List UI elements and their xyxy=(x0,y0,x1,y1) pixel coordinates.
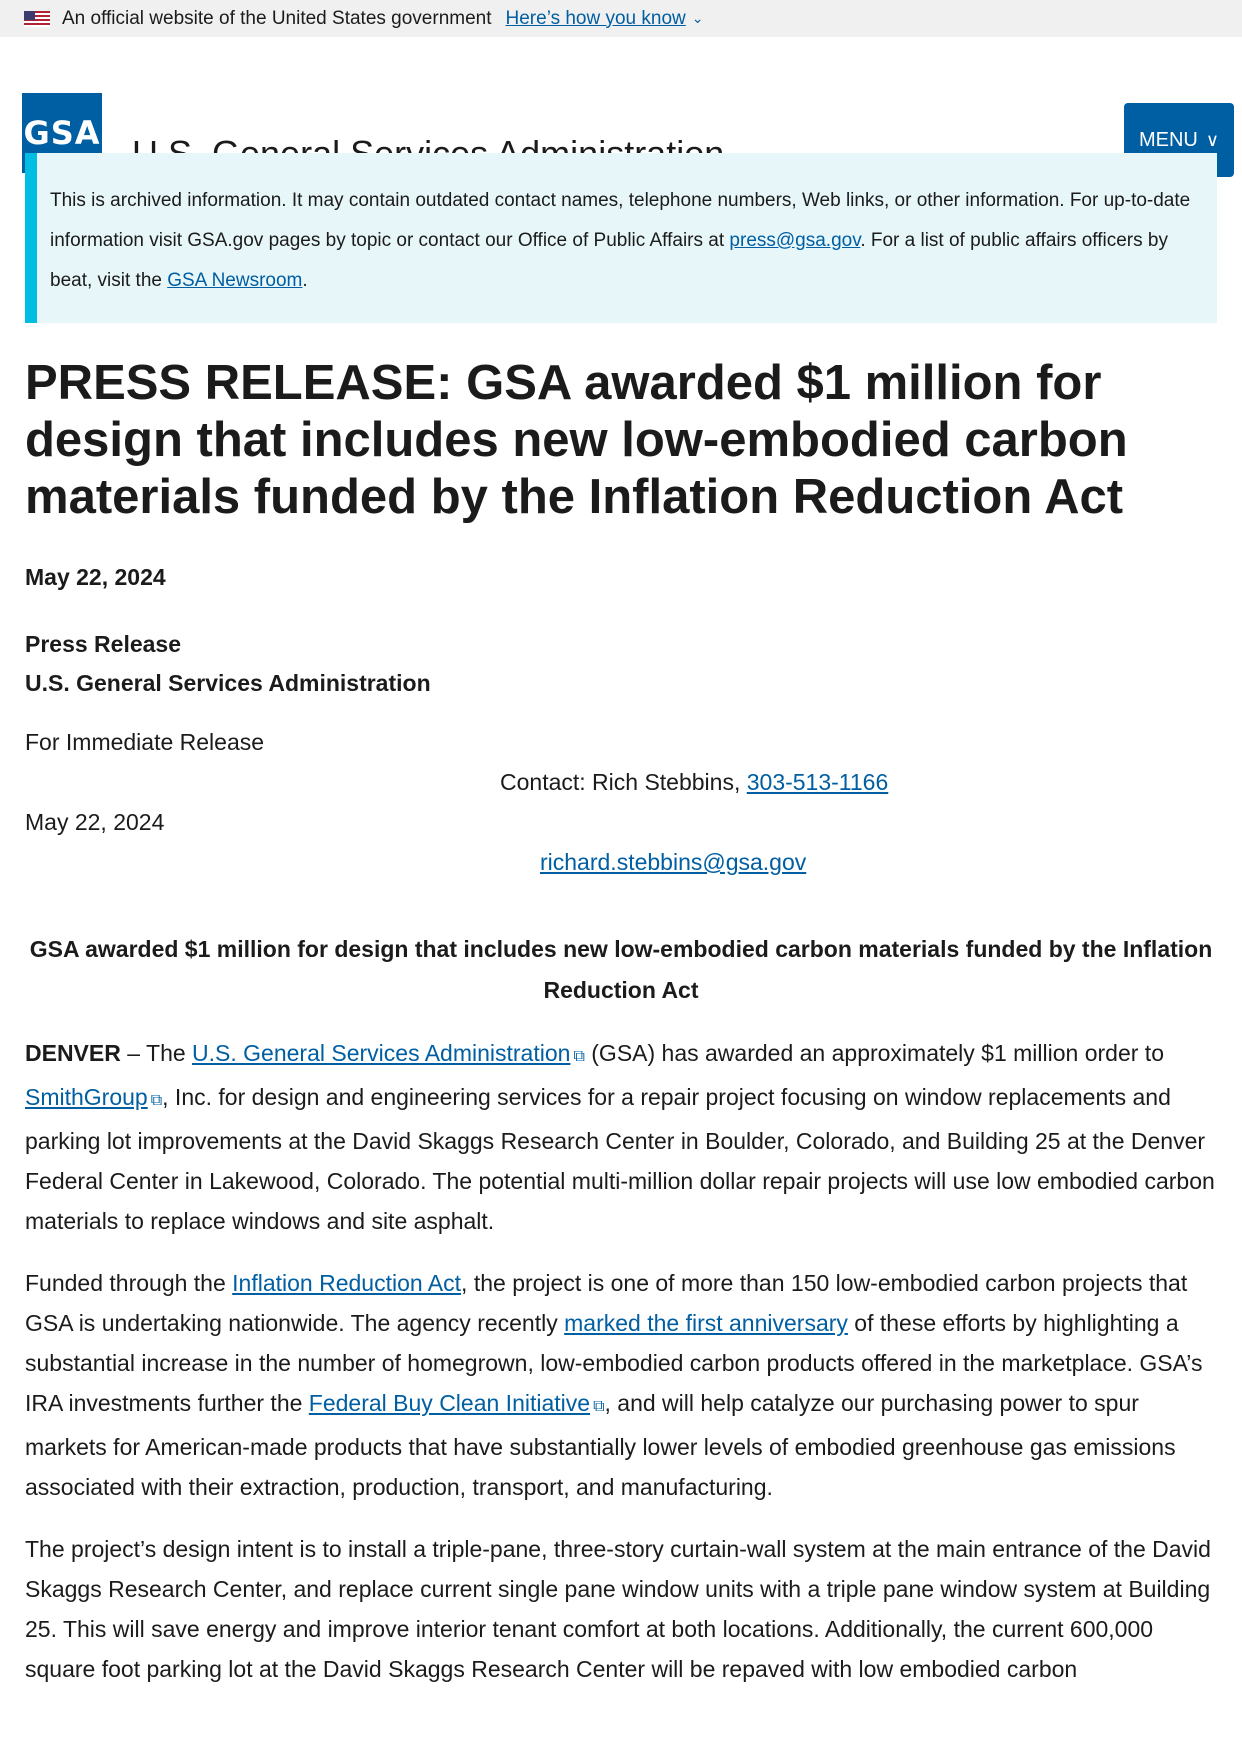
article xyxy=(25,355,1217,1689)
alert-text-2: . For a list of public affairs officers by beat, visit the xyxy=(50,230,1168,291)
press-email-link[interactable]: press@gsa.gov xyxy=(729,230,861,251)
paragraph-3: The project’s design intent is to install a triple-pane, three-story curtain-wall system at the main entrance of the David Skaggs Research Center, and replace current single pane window units with a triple pane window system at Building 25. This will save energy and improve interior tenant comfort at both locations. Additionally, the current 600,000 square foot parking lot at the David Skaggs Research Center will be repaved with low embodied carbon xyxy=(25,1536,1211,1682)
paragraph-1 xyxy=(25,1033,1217,1241)
p1-text-2: (GSA) has awarded an approximately $1 million order to xyxy=(584,1040,1164,1066)
alert-text-3: . xyxy=(302,270,308,291)
chevron-down-icon: ∨ xyxy=(1205,129,1220,150)
gov-banner xyxy=(0,0,1242,37)
smithgroup-link[interactable]: SmithGroup xyxy=(25,1084,148,1110)
us-flag-icon xyxy=(24,11,50,27)
p1-text-1: – The xyxy=(120,1040,193,1066)
paragraph-2 xyxy=(25,1263,1217,1507)
release-date: May 22, 2024 xyxy=(25,809,165,835)
article-type: Press Release xyxy=(25,631,182,657)
immediate-release: For Immediate Release xyxy=(25,729,265,755)
gov-banner-text: An official website of the United States government xyxy=(62,7,492,29)
gsa-logo[interactable]: GSA xyxy=(22,93,102,173)
contact-email-link[interactable]: richard.stebbins@gsa.gov xyxy=(540,849,807,875)
chevron-down-icon[interactable]: ⌄ xyxy=(691,10,704,26)
article-meta xyxy=(25,625,1217,703)
site-header xyxy=(0,37,1242,152)
federal-buy-clean-link[interactable]: Federal Buy Clean Initiative xyxy=(308,1390,591,1416)
external-link-icon: ⧉ xyxy=(150,1092,163,1109)
alert-text-1: This is archived information. It may contain outdated contact names, telephone numbers, Web links, or other information. For up-to-date information visit GSA.gov pages by topic or contact our Office of Public Affairs at xyxy=(50,190,1191,251)
contact-line xyxy=(500,769,888,796)
contact-email-wrapper xyxy=(540,849,806,876)
external-link-icon: ⧉ xyxy=(593,1398,605,1415)
article-subhead: GSA awarded $1 million for design that includes new low-embodied carbon materials funded by the Inflation Reduction Act xyxy=(29,936,1213,1003)
gsa-link[interactable]: U.S. General Services Administration xyxy=(192,1040,571,1066)
article-agency: U.S. General Services Administration xyxy=(25,670,431,696)
contact-prefix: Contact: Rich Stebbins, xyxy=(500,769,747,795)
article-date: May 22, 2024 xyxy=(25,564,166,590)
gsa-newsroom-link[interactable]: GSA Newsroom xyxy=(167,270,303,291)
p2-text-1: Funded through the xyxy=(25,1270,233,1296)
dateline: DENVER xyxy=(25,1040,121,1066)
p1-text-3: , Inc. for design and engineering services for a repair project focusing on window replacements and parking lot improvements at the David Skaggs Research Center in Boulder, Colorado, and Building 25 at the Denver Federal Center in Lakewood, Colorado. The potential multi-million dollar repair projects will use low embodied carbon materials to replace windows and site asphalt. xyxy=(25,1084,1215,1234)
external-link-icon: ⧉ xyxy=(573,1048,585,1065)
contact-phone-link[interactable]: 303-513-1166 xyxy=(746,769,889,795)
menu-label: MENU xyxy=(1138,128,1198,151)
p2-text-4: , and will help catalyze our purchasing power to spur markets for American-made products that have substantially lower levels of embodied greenhouse gas emissions associated with their extraction, production, transport, and manufacturing. xyxy=(25,1390,1176,1500)
p2-text-3: of these efforts by highlighting a substantial increase in the number of homegrown, low-embodied carbon products offered in the marketplace. GSA’s IRA investments further the xyxy=(25,1310,1203,1416)
p2-text-2: , the project is one of more than 150 low-embodied carbon projects that GSA is undertaking nationwide. The agency recently xyxy=(25,1270,1188,1336)
inflation-reduction-act-link[interactable]: Inflation Reduction Act xyxy=(232,1270,462,1296)
archive-alert xyxy=(25,153,1217,323)
heres-how-you-know-link[interactable]: Here’s how you know xyxy=(505,7,686,29)
release-info xyxy=(25,729,1217,879)
first-anniversary-link[interactable]: marked the first anniversary xyxy=(564,1310,848,1336)
page-title: PRESS RELEASE: GSA awarded $1 million for design that includes new low-embodied carbon materials funded by the Inflation Reduction Act xyxy=(25,356,1128,524)
